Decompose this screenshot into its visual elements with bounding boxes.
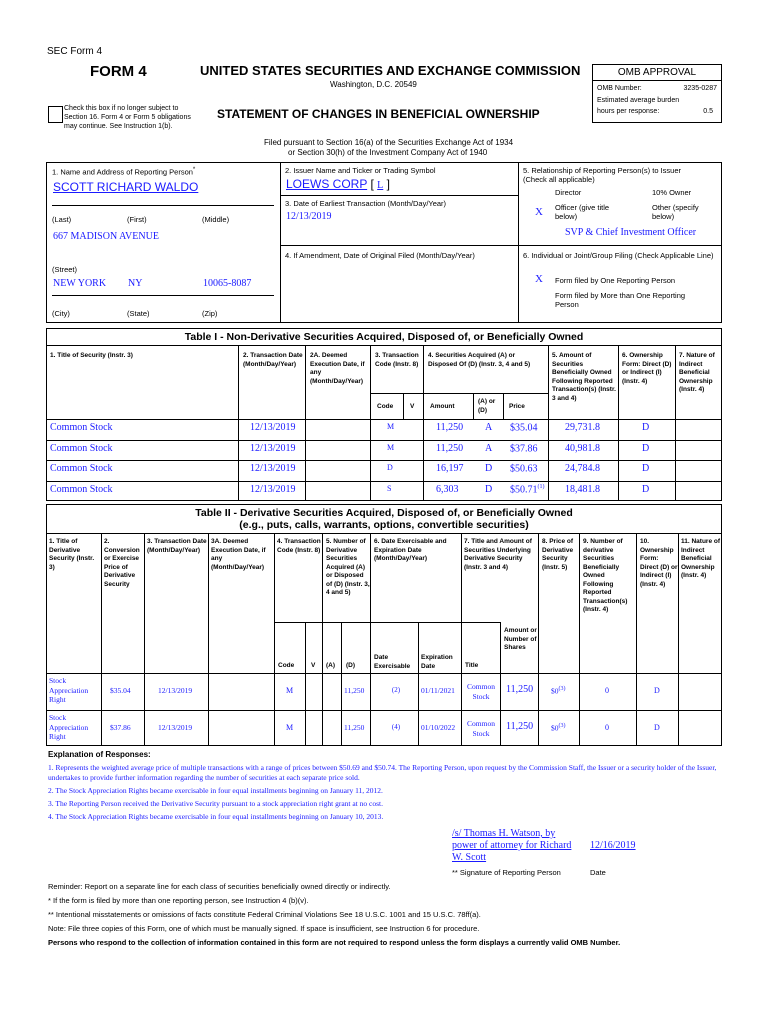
t2-row-d: 11,250 — [344, 686, 365, 695]
t2-h4: 4. Transaction Code (Instr. 8) — [277, 538, 321, 554]
t2-a: (A) — [326, 662, 336, 669]
box4-label: 4. If Amendment, Date of Original Filed (Month/Day/Year) — [285, 251, 475, 260]
zip-label: (Zip) — [202, 309, 218, 318]
t2-row-price: $0$^{(3)}$ — [551, 723, 566, 733]
t1-h5: 5. Amount of Securities Beneficially Owned Following Reported Transaction(s) (Instr. 3 and 4) — [552, 352, 616, 402]
zip-value: 10065-8087 — [203, 278, 252, 289]
t2-row-title: Stock Appreciation Right — [49, 676, 89, 704]
t1-row-title: Common Stock — [50, 463, 113, 474]
explanation-title: Explanation of Responses: — [48, 750, 151, 759]
t2-row-exp: 01/10/2022 — [421, 723, 456, 732]
footnote-2: 2. The Stock Appreciation Rights became exercisable in four equal installments beginning on January 11, 2012. — [48, 786, 383, 795]
t1-row-code: D — [387, 463, 393, 472]
footer-note-4: Persons who respond to the collection of information contained in this form are not required to respond unless the form displays a currently valid OMB Number. — [48, 938, 621, 947]
t1-row-title: Common Stock — [50, 422, 113, 433]
director-label: Director — [555, 188, 582, 197]
filed-pursuant-1: Filed pursuant to Section 16(a) of the Securities Exchange Act of 1934 — [264, 138, 514, 147]
t1-h1: 1. Title of Security (Instr. 3) — [50, 352, 133, 359]
state-label: (State) — [127, 309, 150, 318]
last-label: (Last) — [52, 215, 72, 224]
form-title: FORM 4 — [90, 63, 147, 80]
table-2-title: Table II - Derivative Securities Acquired, Disposed of, or Beneficially Owned — [195, 507, 573, 519]
officer-label: Officer (give title below) — [555, 203, 610, 221]
officer-check-mark[interactable]: X — [535, 206, 543, 218]
t2-row-code: M — [286, 686, 294, 695]
t1-row-code: M — [387, 422, 395, 431]
omb-title: OMB APPROVAL — [593, 65, 721, 81]
t1-h7: 7. Nature of Indirect Beneficial Ownership (Instr. 4) — [679, 352, 715, 393]
t2-row-conv: $35.04 — [110, 686, 131, 695]
t2-row-d: 11,250 — [344, 723, 365, 732]
signature: /s/ Thomas H. Watson, by power of attorney for Richard W. Scott — [452, 828, 572, 863]
t1-row-date: 12/13/2019 — [250, 443, 296, 454]
t1-aord: (A) or (D) — [478, 398, 496, 414]
issuer-ticker[interactable]: L — [377, 180, 384, 191]
filed-pursuant-2: or Section 30(h) of the Investment Company Act of 1940 — [288, 148, 488, 157]
one-person-check-mark[interactable]: X — [535, 273, 543, 285]
t2-h3: 3. Transaction Date (Month/Day/Year) — [147, 538, 207, 554]
earliest-transaction-date: 12/13/2019 — [286, 211, 332, 222]
t2-row-exer: (4) — [391, 723, 401, 731]
t1-row-ad: A — [485, 422, 493, 433]
reporting-person-name[interactable]: SCOTT RICHARD WALDO — [53, 180, 199, 194]
t2-row-utitle: Common Stock — [467, 719, 495, 738]
table-2-subtitle: (e.g., puts, calls, warrants, options, convertible securities) — [239, 519, 529, 531]
middle-label: (Middle) — [202, 215, 230, 224]
city-label: (City) — [52, 309, 70, 318]
t1-code: Code — [377, 403, 394, 410]
t2-row-date: 12/13/2019 — [158, 686, 193, 695]
t1-row-owned: 24,784.8 — [565, 463, 600, 474]
street-value: 667 MADISON AVENUE — [53, 231, 159, 242]
t1-h2: 2. Transaction Date (Month/Day/Year) — [243, 352, 303, 368]
t2-h1: 1. Title of Derivative Security (Instr. 3) — [49, 538, 95, 571]
box6-label: 6. Individual or Joint/Group Filing (Check Applicable Line) — [523, 251, 714, 260]
signature-date: 12/16/2019 — [590, 840, 636, 851]
omb-approval-box — [592, 64, 722, 123]
t2-row-title: Stock Appreciation Right — [49, 713, 89, 741]
t2-h3a: 3A. Deemed Execution Date, if any (Month/Day/Year) — [211, 538, 266, 571]
street-label: (Street) — [52, 265, 78, 274]
footnote-1: 1. Represents the weighted average price of multiple transactions with a range of prices between $50.69 and $50.74. The Reporting Person, upon request by the Commission Staff, the Issuer or a security holder of the Issuer, undertakes to provide further information regarding the number of securities at each separate price sold. — [48, 763, 717, 782]
omb-burden-label: Estimated average burden — [597, 97, 680, 104]
t2-d: (D) — [346, 662, 356, 669]
agency-title: UNITED STATES SECURITIES AND EXCHANGE COMMISSION — [200, 63, 581, 78]
t2-row-exp: 01/11/2021 — [421, 686, 455, 695]
footnote-4: 4. The Stock Appreciation Rights became exercisable in four equal installments beginning on January 10, 2013. — [48, 812, 384, 821]
t2-amount-shares: Amount or Number of Shares — [504, 627, 537, 651]
t1-row-amount: 11,250 — [436, 422, 464, 433]
city-value: NEW YORK — [53, 278, 107, 289]
more-persons-label: Form filed by More than One Reporting Person — [555, 291, 686, 309]
t1-row-owned: 40,981.8 — [565, 443, 600, 454]
t1-row-date: 12/13/2019 — [250, 422, 296, 433]
omb-number: 3235-0287 — [683, 85, 717, 92]
table-1-title: Table I - Non-Derivative Securities Acquired, Disposed of, or Beneficially Owned — [184, 331, 584, 343]
t1-row-owned: 29,731.8 — [565, 422, 600, 433]
t2-title: Title — [465, 662, 479, 669]
first-label: (First) — [127, 215, 147, 224]
t2-row-conv: $37.86 — [110, 723, 131, 732]
t2-row-form: D — [654, 723, 660, 732]
t1-row-date: 12/13/2019 — [250, 484, 296, 495]
t2-expiration-date: Expiration Date — [421, 654, 453, 670]
date-label: Date — [590, 868, 606, 877]
statement-title: STATEMENT OF CHANGES IN BENEFICIAL OWNERSHIP — [217, 107, 540, 121]
t1-row-ad: D — [485, 484, 493, 495]
t1-amount: Amount — [430, 403, 455, 410]
signature-label: ** Signature of Reporting Person — [452, 868, 561, 877]
reminder: Reminder: Report on a separate line for each class of securities beneficially owned directly or indirectly. — [48, 882, 391, 891]
footer-note-2: ** Intentional misstatements or omissions of facts constitute Federal Criminal Violations See 18 U.S.C. 1001 and 15 U.S.C. 78ff(a). — [48, 910, 481, 919]
footer-note-3: Note: File three copies of this Form, one of which must be manually signed. If space is insufficient, see Instruction 6 for procedure. — [48, 924, 480, 933]
t2-h5: 5. Number of Derivative Securities Acquired (A) or Disposed of (D) (Instr. 3, 4 and 5) — [326, 538, 370, 596]
t1-row-price: $50.63 — [510, 463, 538, 475]
t1-row-price: $35.04 — [510, 422, 538, 434]
t1-row-form: D — [642, 443, 650, 454]
t1-price: Price — [509, 403, 525, 410]
t1-row-code: M — [387, 443, 395, 452]
t2-row-shares: 11,250 — [506, 684, 534, 695]
box1-label: 1. Name and Address of Reporting Person* — [52, 167, 196, 177]
footnote-3: 3. The Reporting Person received the Derivative Security pursuant to a stock appreciation right grant at no cost. — [48, 799, 383, 808]
ten-pct-owner-label: 10% Owner — [652, 188, 692, 197]
t2-date-exercisable: Date Exercisable — [374, 654, 411, 670]
t1-row-owned: 18,481.8 — [565, 484, 600, 495]
t1-row-form: D — [642, 422, 650, 433]
t1-row-ad: A — [485, 443, 493, 454]
t1-row-code: S — [387, 484, 392, 493]
omb-hours: 0.5 — [703, 108, 713, 115]
t2-row-code: M — [286, 723, 294, 732]
t1-row-price: $50.71$^{(1)}$ — [510, 484, 545, 496]
no-longer-subject-checkbox[interactable] — [48, 106, 63, 123]
issuer-name[interactable]: LOEWS CORP — [286, 177, 368, 191]
t2-row-owned: 0 — [605, 686, 609, 695]
t2-h2: 2. Conversion or Exercise Price of Derivative Security — [104, 538, 140, 588]
box2-label: 2. Issuer Name and Ticker or Trading Symbol — [285, 166, 436, 175]
t2-code: Code — [278, 662, 295, 669]
checkbox-instruction: Check this box if no longer subject to Section 16. Form 4 or Form 5 obligations may continue. See Instruction 1(b). — [64, 105, 191, 130]
t1-row-title: Common Stock — [50, 443, 113, 454]
t1-row-amount: 11,250 — [436, 443, 464, 454]
t1-h2a: 2A. Deemed Execution Date, if any (Month/Day/Year) — [310, 352, 365, 385]
sec-form-label: SEC Form 4 — [47, 46, 103, 57]
t2-h7: 7. Title and Amount of Securities Underlying Derivative Security (Instr. 3 and 4) — [464, 538, 532, 571]
t1-row-title: Common Stock — [50, 484, 113, 495]
box5-label: 5. Relationship of Reporting Person(s) to Issuer (Check all applicable) — [523, 166, 681, 184]
t2-h10: 10. Ownership Form: Direct (D) or Indirect (I) (Instr. 4) — [640, 538, 678, 588]
t2-row-owned: 0 — [605, 723, 609, 732]
t1-h3: 3. Transaction Code (Instr. 8) — [375, 352, 419, 368]
t1-row-amount: 16,197 — [436, 463, 464, 474]
officer-title: SVP & Chief Investment Officer — [565, 227, 697, 238]
t2-row-form: D — [654, 686, 660, 695]
footer-note-1: * If the form is filed by more than one reporting person, see Instruction 4 (b)(v). — [48, 896, 309, 905]
t2-row-date: 12/13/2019 — [158, 723, 193, 732]
one-person-label: Form filed by One Reporting Person — [555, 276, 676, 285]
agency-address: Washington, D.C. 20549 — [330, 80, 417, 89]
t1-row-ad: D — [485, 463, 493, 474]
omb-number-label: OMB Number: — [597, 85, 642, 92]
t2-v: V — [311, 662, 316, 669]
box3-label: 3. Date of Earliest Transaction (Month/Day/Year) — [285, 199, 447, 208]
t2-h11: 11. Nature of Indirect Beneficial Ownership (Instr. 4) — [681, 538, 721, 579]
t1-row-form: D — [642, 484, 650, 495]
t2-h6: 6. Date Exercisable and Expiration Date (Month/Day/Year) — [374, 538, 447, 562]
state-value: NY — [128, 278, 143, 289]
issuer-line: LOEWS CORP [ L ] — [286, 177, 390, 191]
t1-h6: 6. Ownership Form: Direct (D) or Indirect (I) (Instr. 4) — [622, 352, 672, 385]
t1-row-date: 12/13/2019 — [250, 463, 296, 474]
t2-h8: 8. Price of Derivative Security (Instr. 5) — [542, 538, 574, 571]
other-label: Other (specify below) — [652, 203, 699, 221]
t1-v: V — [410, 403, 415, 410]
t1-row-amount: 6,303 — [436, 484, 459, 495]
omb-hours-label: hours per response: — [597, 108, 660, 115]
t1-row-form: D — [642, 463, 650, 474]
t2-h9: 9. Number of derivative Securities Beneficially Owned Following Reported Transaction(s) (Instr. 4) — [583, 538, 628, 613]
t2-row-price: $0$^{(3)}$ — [551, 686, 566, 696]
t2-row-utitle: Common Stock — [467, 682, 495, 701]
t2-row-exer: (2) — [391, 686, 401, 694]
t1-h4: 4. Securities Acquired (A) or Disposed Of (D) (Instr. 3, 4 and 5) — [428, 352, 531, 368]
t1-row-price: $37.86 — [510, 443, 538, 455]
t2-row-shares: 11,250 — [506, 721, 534, 732]
